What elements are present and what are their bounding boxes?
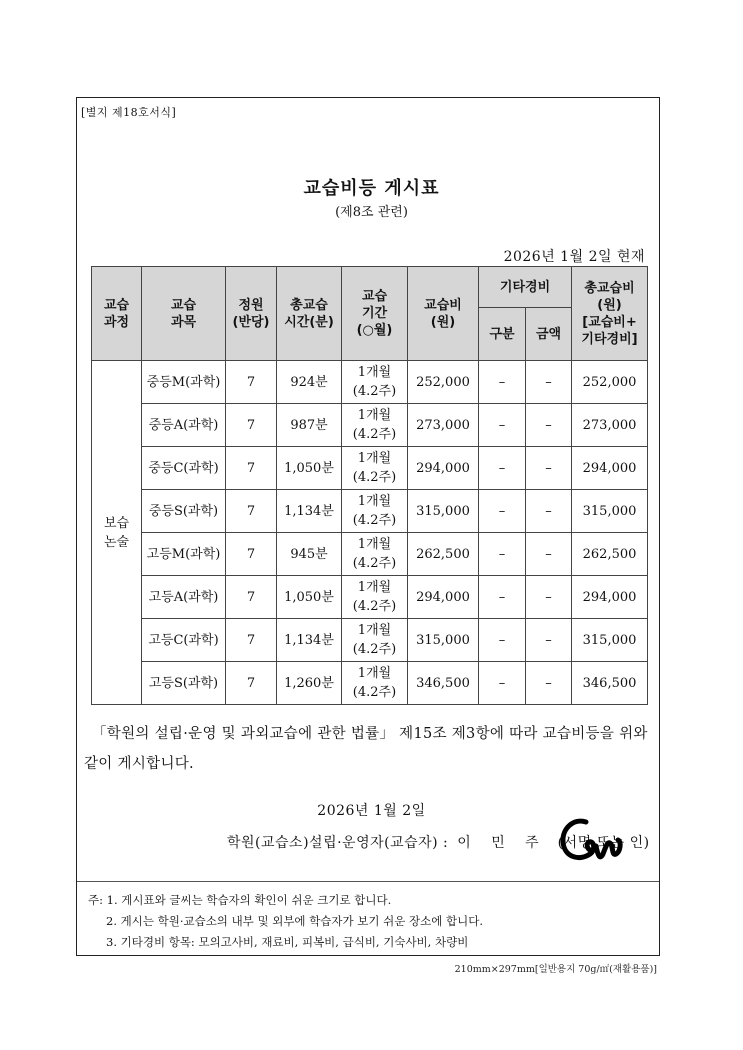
category-cell: –: [479, 361, 526, 404]
header-other-amount: 금액: [526, 308, 572, 361]
capacity-cell: 7: [226, 447, 277, 490]
hours-cell: 945분: [277, 533, 342, 576]
capacity-cell: 7: [226, 404, 277, 447]
tuition-cell: 273,000: [408, 404, 479, 447]
total-cell: 315,000: [572, 490, 648, 533]
amount-cell: –: [526, 533, 572, 576]
subject-cell: 중등S(과학): [142, 490, 226, 533]
amount-cell: –: [526, 576, 572, 619]
tuition-cell: 315,000: [408, 490, 479, 533]
subject-cell: 고등A(과학): [142, 576, 226, 619]
capacity-cell: 7: [226, 490, 277, 533]
amount-cell: –: [526, 404, 572, 447]
subject-cell: 중등A(과학): [142, 404, 226, 447]
note-item: 2. 게시는 학원·교습소의 내부 및 외부에 학습자가 보기 쉬운 장소에 합니다.: [106, 914, 483, 928]
period-cell: 1개월 (4.2주): [342, 404, 408, 447]
operator-label: 학원(교습소)설립·운영자(교습자) :: [227, 835, 449, 851]
note-item: 3. 기타경비 항목: 모의고사비, 재료비, 피복비, 급식비, 기숙사비, 차량비: [106, 935, 469, 949]
as-of-date: 2026년 1월 2일 현재: [503, 249, 645, 265]
table-row: [92, 576, 648, 619]
hours-cell: 1,134분: [277, 619, 342, 662]
header-capacity: 정원 (반당): [226, 267, 277, 361]
subject-cell: 중등M(과학): [142, 361, 226, 404]
category-cell: –: [479, 533, 526, 576]
table-row: [92, 447, 648, 490]
hours-cell: 1,050분: [277, 447, 342, 490]
period-cell: 1개월 (4.2주): [342, 662, 408, 705]
capacity-cell: 7: [226, 619, 277, 662]
capacity-cell: 7: [226, 533, 277, 576]
category-cell: –: [479, 662, 526, 705]
subject-cell: 고등C(과학): [142, 619, 226, 662]
form-label: [별지 제18호서식]: [81, 106, 177, 119]
table-row: [92, 404, 648, 447]
category-cell: –: [479, 404, 526, 447]
total-cell: 315,000: [572, 619, 648, 662]
capacity-cell: 7: [226, 361, 277, 404]
hours-cell: 1,050분: [277, 576, 342, 619]
tuition-cell: 346,500: [408, 662, 479, 705]
header-other-expenses: 기타경비: [479, 267, 572, 308]
note-item: 주: 1. 게시표와 글씨는 학습자의 확인이 쉬운 크기로 합니다.: [88, 893, 392, 907]
period-cell: 1개월 (4.2주): [342, 533, 408, 576]
total-cell: 252,000: [572, 361, 648, 404]
header-course: 교습 과정: [92, 267, 142, 361]
notes-section: [88, 890, 483, 953]
operator-name: 이 민 주: [457, 835, 547, 851]
tuition-cell: 252,000: [408, 361, 479, 404]
table-row: [92, 662, 648, 705]
page-title: 교습비등 게시표: [303, 178, 440, 199]
tuition-cell: 262,500: [408, 533, 479, 576]
course-name-cell: 보습 논술: [92, 361, 142, 705]
signature-date: 2026년 1월 2일: [317, 803, 426, 819]
subject-cell: 고등M(과학): [142, 533, 226, 576]
header-tuition: 교습비 (원): [408, 267, 479, 361]
total-cell: 262,500: [572, 533, 648, 576]
hours-cell: 1,134분: [277, 490, 342, 533]
table-row: [92, 533, 648, 576]
table-row: [92, 490, 648, 533]
table-row: [92, 619, 648, 662]
hours-cell: 924분: [277, 361, 342, 404]
total-cell: 273,000: [572, 404, 648, 447]
capacity-cell: 7: [226, 576, 277, 619]
header-total-fee: 총교습비 (원) [교습비+ 기타경비]: [572, 267, 648, 361]
period-cell: 1개월 (4.2주): [342, 361, 408, 404]
fee-table: [91, 266, 648, 705]
tuition-cell: 315,000: [408, 619, 479, 662]
page-subtitle: (제8조 관련): [335, 205, 408, 220]
category-cell: –: [479, 447, 526, 490]
category-cell: –: [479, 619, 526, 662]
handwritten-signature: [556, 812, 628, 870]
header-other-category: 구분: [479, 308, 526, 361]
hours-cell: 1,260분: [277, 662, 342, 705]
legal-statement: 「학원의 설립·운영 및 과외교습에 관한 법률」 제15조 제3항에 따라 교습비등을 위와 같이 게시합니다.: [84, 726, 648, 772]
category-cell: –: [479, 576, 526, 619]
category-cell: –: [479, 490, 526, 533]
tuition-cell: 294,000: [408, 447, 479, 490]
subject-cell: 고등S(과학): [142, 662, 226, 705]
header-total-hours: 총교습 시간(분): [277, 267, 342, 361]
total-cell: 294,000: [572, 447, 648, 490]
paper-spec: 210mm×297mm[일반용지 70g/㎡(재활용품)]: [454, 964, 657, 975]
header-period: 교습 기간 (○월): [342, 267, 408, 361]
hours-cell: 987분: [277, 404, 342, 447]
capacity-cell: 7: [226, 662, 277, 705]
table-row: [92, 361, 648, 404]
total-cell: 346,500: [572, 662, 648, 705]
period-cell: 1개월 (4.2주): [342, 576, 408, 619]
subject-cell: 중등C(과학): [142, 447, 226, 490]
tuition-cell: 294,000: [408, 576, 479, 619]
amount-cell: –: [526, 619, 572, 662]
amount-cell: –: [526, 490, 572, 533]
period-cell: 1개월 (4.2주): [342, 619, 408, 662]
amount-cell: –: [526, 361, 572, 404]
amount-cell: –: [526, 662, 572, 705]
signature-note: (서명 또는 인): [557, 835, 650, 851]
notes-divider: [77, 881, 659, 882]
amount-cell: –: [526, 447, 572, 490]
header-subject: 교습 과목: [142, 267, 226, 361]
period-cell: 1개월 (4.2주): [342, 490, 408, 533]
total-cell: 294,000: [572, 576, 648, 619]
period-cell: 1개월 (4.2주): [342, 447, 408, 490]
